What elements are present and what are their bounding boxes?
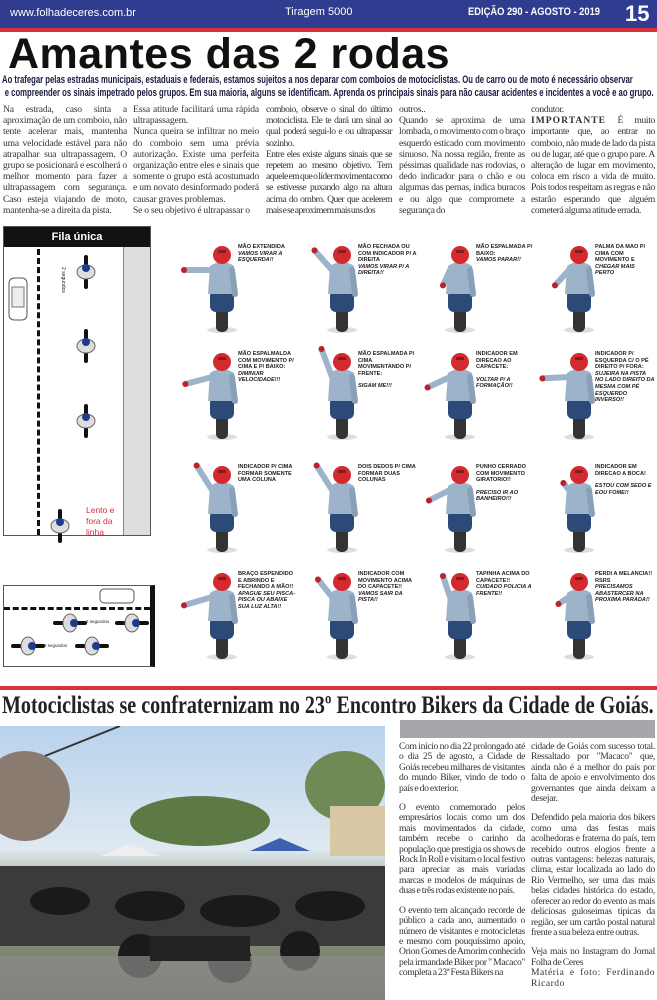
signal-description: INDICADOR EM DIRECAO AO CAPACETE: [476, 351, 518, 371]
distance-label: 2 segundos [86, 619, 110, 624]
signal-caption [595, 464, 655, 496]
motorcycle-icon [115, 613, 149, 633]
rider-icon [537, 565, 595, 665]
lane-divider [4, 607, 150, 610]
rider-icon [418, 565, 476, 665]
slow-label: Lento e fora da linha [86, 505, 115, 537]
distance-label: 2 segundos [44, 643, 68, 648]
signal-caption [238, 244, 298, 264]
article-title: Motociclistas se confraternizam no 23º Encontro Bikers da Cidade de Goiás. [2, 692, 654, 719]
signal-meaning: VAMOS VIRAR P/ A DIREITA!! [358, 263, 410, 277]
signal-description: MÃO ESPALMALDA COM MOVIMENTO P/ CIMA E P/ BAIXO: [238, 351, 294, 371]
intro-line: e compreender os sinais impetrado pelos grupos. Em sua maioria, alguns se identificam. Aprenda os principais sinais para não causar acidentes e incidentes a você e ao grupo. [4, 87, 654, 99]
signal-meaning: PRECISO IR AO BANHEIRO!!! [476, 489, 519, 503]
signal-cell [418, 565, 536, 670]
signal-cell [537, 458, 655, 563]
motorcycle-icon [50, 509, 70, 543]
signal-meaning: VAMOS PARAR!! [476, 257, 521, 264]
signal-cell [180, 238, 298, 343]
motorcycle-icon [76, 329, 96, 363]
rider-icon [418, 345, 476, 445]
edition: EDIÇÃO 290 - AGOSTO - 2019 [468, 6, 600, 18]
signal-cell [180, 458, 298, 563]
signal-meaning: VAMOS SAIR DA PISTA!! [358, 590, 403, 604]
rider-icon [418, 458, 476, 558]
signal-caption [238, 464, 298, 490]
text-column [133, 104, 259, 216]
signal-description: INDICADOR P/ CIMA FORMAR SOMENTE UMA COLUNA [238, 464, 293, 484]
signal-caption [476, 351, 536, 390]
signal-caption [595, 571, 655, 604]
signal-meaning: VAMOS VIRAR A ESQUERDA!! [238, 250, 283, 264]
signal-description: PERDI A MELANCIA!! RSRS [595, 571, 653, 584]
paragraph: Essa atitude facilitará uma rápida ultrapassagem. [133, 104, 259, 127]
signal-meaning: PRECISAMOS ABASTERCER NA PROXIMA PARADA!! [595, 584, 650, 604]
signal-meaning: CUIDADO POLICIA A FRENTE!! [476, 584, 532, 597]
signal-caption [358, 244, 418, 277]
signal-meaning: APAGUE SEU PISCA-PISCA OU ABAIXE SUA LUZ ALTA!! [238, 590, 296, 610]
rider-icon [300, 565, 358, 665]
signal-cell [180, 345, 298, 450]
signal-description: TAPINHA ACIMA DO CAPACETE!! [476, 571, 530, 584]
signal-cell [418, 345, 536, 450]
signal-description: DOIS DEDOS P/ CIMA FORMAR DUAS COLUNAS [358, 464, 416, 484]
paragraph: Nunca queira se infiltrar no meio do comboio sem uma prévia autorização. Existe uma perfeita organização entre eles e sinais que somente o grupo está acostumado e um novato desinformado poderá causar graves problemas. [133, 126, 259, 205]
signal-caption [238, 571, 298, 611]
signal-description: MÃO EXTENDIDA [238, 244, 285, 250]
signal-caption [476, 244, 536, 264]
rider-icon [300, 458, 358, 558]
signal-caption [358, 351, 418, 390]
signal-cell [300, 565, 418, 670]
car-icon [99, 588, 135, 604]
signal-cell [300, 238, 418, 343]
paragraph: Na estrada, caso sinta a aproximação de um comboio, não tente acelerar mais, mantenha uma velocidade estável para não atrapalhar sua ultrapassagem. O grupo se posicionará e escolherá o melhor momento para fazer a ultrapassagem com segurança. Caso esteja viajando de moto, mantenha-se a direita da pista. [3, 104, 127, 216]
signal-cell [300, 458, 418, 563]
signal-meaning: VOLTAR P/ A FORMAÇÃO!! [476, 376, 513, 390]
paragraph: outros.. [399, 104, 426, 115]
rider-icon [180, 458, 238, 558]
signal-caption [358, 571, 418, 604]
motorcycle-icon [11, 636, 45, 656]
site-url[interactable]: www.folhadeceres.com.br [10, 7, 136, 19]
credit: Matéria e foto: Ferdinando Ricardo [531, 967, 655, 989]
rider-icon [180, 238, 238, 338]
intro-line: Ao trafegar pelas estradas municipais, estaduais e federais, estamos sujeitos a nos deparar com comboios de motociclistas. Ou de carro ou de moto é necessário observar [2, 74, 633, 86]
rider-icon [537, 238, 595, 338]
signal-caption [595, 351, 655, 404]
paragraph: Se o seu objetivo é ultrapassar o [133, 204, 250, 216]
event-photo [0, 726, 385, 1000]
text-column [266, 104, 392, 216]
text-column [3, 104, 127, 216]
signal-cell [418, 238, 536, 343]
signal-meaning: SUJEIRA NA PISTA NO LADO DIREITO DA MESMA COM PÉ ESQUERDO INVERSO!! [595, 370, 655, 404]
signal-cell [537, 238, 655, 343]
signal-meaning: CHEGAR MAIS PERTO [595, 263, 635, 277]
text-column [531, 104, 655, 216]
circulation: Tiragem 5000 [285, 6, 353, 18]
paragraph: cidade de Goiás com sucesso total. Ressaltado por "Macaco" que, ainda não é a melhor do país por falta de apoio e envolvimento dos governantes que ainda deixam a desejar. [531, 741, 655, 805]
signal-description: PUNHO CERRADO COM MOVIMENTO GIRATORIO!! [476, 464, 527, 484]
signal-description: MÃO FECHADA OU COM INDICADOR P/ A DIREITA [358, 244, 417, 264]
text-column [399, 742, 525, 988]
distance-label: 2 segundos [60, 267, 66, 293]
signal-caption [595, 244, 655, 277]
lane-title: Fila única [4, 227, 150, 247]
rider-icon [300, 345, 358, 445]
rider-icon [418, 238, 476, 338]
signal-meaning: DIMINUIR VELOCIDADE!!! [238, 370, 281, 384]
paragraph: Quando se aproxima de uma lombada, o movimento com o braço esquerdo esticado com movimento sinuoso. Na nossa região, frente as péssimas qualidade nas rodovias, o dedo indicador para o chão e ou algumas das pernas, indica buracos e ou algo que compromete a segurança do [399, 115, 525, 216]
paragraph: comboio, observe o sinal do último motociclista. Ele te dará um sinal ao qual poderá segui-lo e ou ultrapassar sozinho. [266, 104, 392, 149]
motorcycle-icon [75, 636, 109, 656]
paragraph: Com início no dia 22 prolongado até o dia 25 de agosto, a Cidade de Goiás recebeu milhares de visitantes do mundo Biker, vindo de todo o país e do exterior. [399, 741, 525, 794]
paragraph: condutor. [531, 104, 564, 115]
signal-description: BRAÇO ESPENDIDO E ABRINDO E FECHANDO A MÃO!! [238, 571, 294, 591]
paragraph: Entre eles existe alguns sinais que se repetem ao mesmo objetivo. Tem aquele em que o líder movimenta como se estivesse puxando algo na altura acima do ombro. Quer que acelerem mais e se aproximem mais uns dos [266, 148, 392, 216]
lane-divider [37, 249, 40, 535]
motorcycle-icon [53, 613, 87, 633]
signal-meaning: SIGAM ME!!! [358, 383, 392, 390]
motorcycles-photo [0, 726, 385, 1000]
rider-icon [180, 565, 238, 665]
rider-icon [537, 458, 595, 558]
signal-description: MÃO ESPALMADA P/ BAIXO: [476, 244, 533, 257]
double-file-diagram [3, 585, 155, 667]
signal-cell [300, 345, 418, 450]
signal-caption [476, 571, 536, 597]
signal-description: INDICADOR COM MOVIMENTO ACIMA DO CAPACETE!! [358, 571, 412, 591]
important-text: É muito importante que, ao entrar no comboio, não mude de lado da pista ou de lugar, até que o grupo pare. A alteração de lugar em movimento, coloca em risco a vida de muito. Pois todos respeitam as regras e não estarão esperando que alguém cometerá alguma atitude errada. [531, 115, 655, 216]
paragraph: Veja mais no Instagram do Jornal Folha de Ceres [531, 946, 655, 968]
paragraph: Defendido pela maioria dos bikers como uma das festas mais acolhedoras e fraterna do país, tem recebido outros elogios frente a outras vantagens: belezas naturais, clima, estar localizada ao lado do Rio Vermelho, ser uma das mais belas cidades histórica do estado, oferecer ao redor do evento as mais deliciosas guloseimas típicas da região, ser um cartão postal natural frente a sua beleza entre outras. [531, 812, 655, 938]
article-intro [2, 74, 654, 100]
article-title: Amantes das 2 rodas [8, 30, 451, 78]
paragraph: O evento tem alcançado recorde de público a cada ano, aumentado o número de visitantes e motocicletas e mesmo com pouquíssimo apoio, Orion Gomes de Amorim conhecido pela irmandade Biker por " Macaco" completa a 23ª Festa Bikers na [399, 904, 525, 979]
signal-cell [180, 565, 298, 670]
rider-icon [537, 345, 595, 445]
signal-description: MÃO ESPALMADA P/ CIMA MOVIMENTANDO P/ FRENTE: [358, 351, 415, 377]
motorcycle-icon [76, 404, 96, 438]
motorcycle-icon [76, 255, 96, 289]
paragraph: O evento comemorado pelos empresários locais como um dos mais movimentados da cidade, também recebe o carinho da população que prestigia os shows de Rock In Roll e visitam o local festivo para apreciar as mais variadas marcas e modelos de máquinas de duas e três rodas existente no país. [399, 802, 525, 897]
rider-icon [300, 238, 358, 338]
signal-cell [537, 345, 655, 450]
road-shoulder [123, 247, 150, 535]
rider-icon [180, 345, 238, 445]
single-file-diagram [3, 226, 151, 536]
important-label: IMPORTANTE [531, 115, 607, 127]
section-bar [400, 720, 655, 738]
signal-cell [418, 458, 536, 563]
text-column [531, 742, 655, 989]
paragraph [531, 115, 655, 216]
car-icon [8, 277, 28, 321]
text-column [399, 104, 525, 216]
signal-description: INDICADOR P/ ESQUERDA C/ O PÉ DIREITO P/ FORA: [595, 351, 649, 371]
signal-description: INDICADOR EM DIRECAO A BOCA! [595, 464, 646, 477]
signal-meaning: ESTOU COM SEDO E EOU FOME!! [595, 483, 652, 496]
signal-caption [238, 351, 298, 384]
divider [0, 686, 657, 690]
page-number: 15 [625, 1, 650, 26]
signal-description: PALMA DA MAO P/ CIMA COM MOVIMENTO E [595, 244, 646, 264]
masthead-bar [0, 0, 657, 28]
signal-caption [476, 464, 536, 503]
signal-cell [537, 565, 655, 670]
signal-caption [358, 464, 418, 484]
